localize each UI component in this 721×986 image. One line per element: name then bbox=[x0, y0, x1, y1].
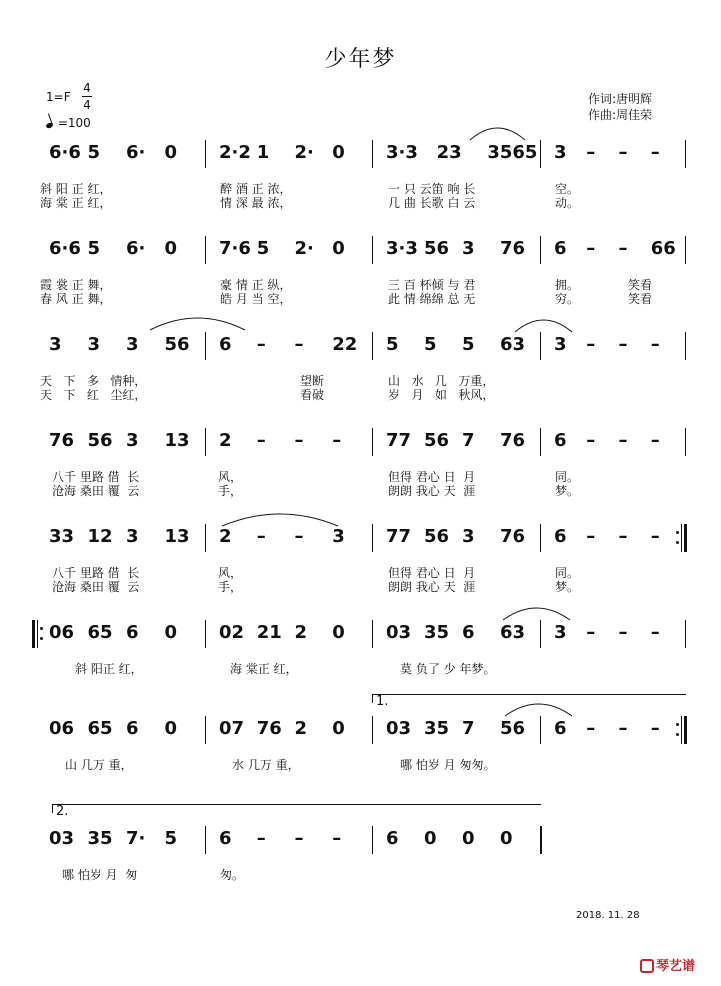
note: 5 bbox=[424, 334, 437, 355]
lyricist-credit: 作词:唐明辉 bbox=[588, 92, 653, 106]
note: 6 bbox=[554, 238, 567, 259]
note: 1 bbox=[256, 142, 270, 163]
dash-extension: – bbox=[618, 430, 628, 451]
note: 56 bbox=[87, 430, 113, 451]
lyric-verse-2: 朗朗 我心 天 涯 bbox=[388, 484, 476, 498]
lyric-verse-1: 霞 裳 正 舞， bbox=[40, 278, 112, 292]
lyric-verse-1: 但得 君心 日 月 bbox=[388, 470, 476, 484]
note: 0 bbox=[164, 238, 178, 259]
note: 2 bbox=[219, 430, 232, 451]
note: 6 bbox=[126, 622, 139, 643]
note: 0 bbox=[424, 828, 437, 849]
dash-extension: – bbox=[256, 334, 266, 355]
lyric-verse-1: 同。 bbox=[555, 566, 580, 580]
note: 0 bbox=[164, 718, 178, 739]
lyric-verse-1: 斜 阳正 红， bbox=[75, 662, 143, 676]
logo-text: 琴艺谱 bbox=[656, 959, 696, 974]
lyric-verse-1: 山 水 几 万重， bbox=[388, 374, 495, 388]
note: 7·6 bbox=[219, 238, 251, 259]
date-stamp: 2018. 11. 28 bbox=[576, 910, 640, 921]
lyric-verse-2: 春 风 正 舞， bbox=[40, 292, 112, 306]
note: 3 bbox=[554, 142, 567, 163]
note: 0 bbox=[164, 142, 178, 163]
note: 77 bbox=[386, 430, 412, 451]
note: 3 bbox=[126, 334, 139, 355]
note: 0 bbox=[164, 622, 178, 643]
note: 5 bbox=[256, 238, 270, 259]
note: 7· bbox=[126, 828, 146, 849]
note: 5 bbox=[87, 238, 101, 259]
note: 06 bbox=[49, 718, 75, 739]
note: 0 bbox=[332, 622, 345, 643]
lyric-verse-2: 沧海 桑田 覆 云 bbox=[52, 580, 140, 594]
lyric-verse-1: 斜 阳 正 红， bbox=[40, 182, 112, 196]
dash-extension: – bbox=[586, 718, 596, 739]
note: 6·6 bbox=[49, 142, 81, 163]
lyric-verse-2: 几 曲 长歌 白 云 bbox=[388, 196, 476, 210]
note: 2 bbox=[294, 718, 308, 739]
dash-extension: – bbox=[586, 334, 596, 355]
note: 13 bbox=[164, 526, 190, 547]
note: 5 bbox=[164, 828, 178, 849]
dash-extension: – bbox=[294, 828, 304, 849]
note: 0 bbox=[332, 142, 345, 163]
lyric-verse-2: 皓 月 当 空， bbox=[220, 292, 292, 306]
note: 65 bbox=[87, 718, 113, 739]
note: 66 bbox=[650, 238, 676, 259]
note: 65 bbox=[87, 622, 113, 643]
dash-extension: – bbox=[586, 430, 596, 451]
dash-extension: – bbox=[618, 334, 628, 355]
lyric-verse-2: 岁 月 如 秋风， bbox=[388, 388, 495, 402]
note: 0 bbox=[332, 238, 345, 259]
lyric-verse-1: 匆。 bbox=[220, 868, 245, 882]
note: 07 bbox=[219, 718, 245, 739]
slur bbox=[503, 608, 570, 620]
time-signature-bottom: 4 bbox=[83, 98, 91, 112]
lyric-verse-1: 醉 酒 正 浓， bbox=[220, 182, 292, 196]
lyric-verse-2: 情 深 最 浓， bbox=[220, 196, 292, 210]
note: 2· bbox=[294, 142, 314, 163]
lyric-verse-2: 海 棠 正 红， bbox=[40, 196, 112, 210]
note: 22 bbox=[332, 334, 358, 355]
lyric-verse-1: 八千 里路 借 长 bbox=[52, 470, 140, 484]
dash-extension: – bbox=[650, 622, 660, 643]
note: 6 bbox=[554, 718, 567, 739]
lyric-verse-2: 穷。 bbox=[555, 292, 580, 306]
dash-extension: – bbox=[650, 334, 660, 355]
note: 03 bbox=[386, 622, 412, 643]
dash-extension: – bbox=[650, 142, 660, 163]
note: 02 bbox=[219, 622, 245, 643]
dash-extension: – bbox=[650, 718, 660, 739]
dash-extension: – bbox=[256, 430, 266, 451]
dash-extension: – bbox=[618, 718, 628, 739]
lyric-verse-2: 此 情 绵绵 总 无 bbox=[388, 292, 476, 306]
lyric-verse-1: 风， bbox=[218, 566, 243, 580]
note: 5 bbox=[87, 142, 101, 163]
note: 56 bbox=[424, 430, 450, 451]
time-signature-top: 4 bbox=[83, 81, 91, 95]
lyric-verse-1: 哪 怕岁 月 匆匆。 bbox=[400, 758, 496, 772]
note: 6 bbox=[386, 828, 399, 849]
note: 21 bbox=[256, 622, 282, 643]
note: 76 bbox=[500, 238, 526, 259]
note: 6 bbox=[219, 828, 232, 849]
note: 3·3 bbox=[386, 238, 418, 259]
note: 06 bbox=[49, 622, 75, 643]
lyric-verse-1: 海 棠正 红， bbox=[230, 662, 298, 676]
note: 3 bbox=[462, 238, 475, 259]
lyric-verse-2: 沧海 桑田 覆 云 bbox=[52, 484, 140, 498]
lyric-verse-2: 动。 bbox=[555, 196, 580, 210]
note: 76 bbox=[256, 718, 282, 739]
lyric-verse-1: 山 几万 重， bbox=[65, 758, 133, 772]
volta-number: 1. bbox=[376, 694, 389, 709]
note: 03 bbox=[386, 718, 412, 739]
note: 3 bbox=[126, 526, 139, 547]
slur bbox=[222, 514, 338, 526]
note: 33 bbox=[49, 526, 75, 547]
slur bbox=[470, 128, 525, 140]
note: 35 bbox=[424, 718, 450, 739]
note: 76 bbox=[500, 526, 526, 547]
note: 7 bbox=[462, 718, 475, 739]
lyric-verse-1: 风， bbox=[218, 470, 243, 484]
note: 13 bbox=[164, 430, 190, 451]
volta-number: 2. bbox=[56, 804, 69, 819]
lyric-verse-1: 笑看 bbox=[628, 278, 653, 292]
note: 2· bbox=[294, 238, 314, 259]
dash-extension: – bbox=[586, 142, 596, 163]
dash-extension: – bbox=[650, 526, 660, 547]
note: 2·2 bbox=[219, 142, 251, 163]
dash-extension: – bbox=[294, 526, 304, 547]
note: 35 bbox=[424, 622, 450, 643]
composer-credit: 作曲:周佳荣 bbox=[588, 108, 653, 122]
note: 3 bbox=[554, 334, 567, 355]
note: 3 bbox=[126, 430, 139, 451]
note: 35 bbox=[87, 828, 113, 849]
dash-extension: – bbox=[256, 526, 266, 547]
slur bbox=[150, 318, 245, 330]
dash-extension: – bbox=[618, 622, 628, 643]
note: 5 bbox=[462, 334, 475, 355]
note: 56 bbox=[500, 718, 526, 739]
note: 3 bbox=[462, 526, 475, 547]
note: 6·6 bbox=[49, 238, 81, 259]
note: 2 bbox=[219, 526, 232, 547]
dash-extension: – bbox=[618, 142, 628, 163]
dash-extension: – bbox=[294, 430, 304, 451]
note: 0 bbox=[500, 828, 513, 849]
note: 3565 bbox=[487, 142, 538, 163]
lyric-verse-2: 手， bbox=[218, 580, 243, 594]
dash-extension: – bbox=[256, 828, 266, 849]
note: 6 bbox=[554, 430, 567, 451]
note: 3 bbox=[332, 526, 345, 547]
note: 76 bbox=[500, 430, 526, 451]
lyric-verse-1: 莫 负了 少 年梦。 bbox=[400, 662, 496, 676]
lyric-verse-1: 八千 里路 借 长 bbox=[52, 566, 140, 580]
lyric-verse-2: 朗朗 我心 天 涯 bbox=[388, 580, 476, 594]
lyric-verse-2: 梦。 bbox=[555, 580, 580, 594]
note: 6 bbox=[554, 526, 567, 547]
lyric-verse-1: 天 下 多 情种， bbox=[40, 374, 147, 388]
note: 6· bbox=[126, 238, 146, 259]
note: 56 bbox=[424, 526, 450, 547]
dash-extension: – bbox=[618, 238, 628, 259]
note: 76 bbox=[49, 430, 75, 451]
note: 3·3 bbox=[386, 142, 418, 163]
lyric-verse-1: 哪 怕岁 月 匆 bbox=[62, 868, 138, 882]
note: 0 bbox=[462, 828, 475, 849]
note: 3 bbox=[49, 334, 62, 355]
lyric-verse-1: 拥。 bbox=[555, 278, 580, 292]
note: 0 bbox=[332, 718, 345, 739]
note: 5 bbox=[386, 334, 399, 355]
note: 6 bbox=[462, 622, 475, 643]
note: 56 bbox=[164, 334, 190, 355]
note: 2 bbox=[294, 622, 308, 643]
note: 63 bbox=[500, 334, 526, 355]
note: 12 bbox=[87, 526, 113, 547]
slur bbox=[515, 320, 572, 332]
tempo-value: =100 bbox=[57, 116, 91, 130]
note: 63 bbox=[500, 622, 526, 643]
dash-extension: – bbox=[332, 430, 342, 451]
key-signature: 1=F bbox=[46, 90, 71, 104]
note: 6 bbox=[219, 334, 232, 355]
lyric-verse-1: 同。 bbox=[555, 470, 580, 484]
note: 77 bbox=[386, 526, 412, 547]
dash-extension: – bbox=[618, 526, 628, 547]
lyric-verse-1: 豪 情 正 纵， bbox=[220, 278, 292, 292]
note: 56 bbox=[424, 238, 450, 259]
note: 23 bbox=[436, 142, 462, 163]
lyric-verse-1: 水 几万 重， bbox=[232, 758, 300, 772]
note: 03 bbox=[49, 828, 75, 849]
lyric-verse-1: 望断 bbox=[300, 374, 325, 388]
dash-extension: – bbox=[586, 238, 596, 259]
lyric-verse-2: 天 下 红 尘红， bbox=[40, 388, 147, 402]
lyric-verse-1: 一 只 云笛 响 长 bbox=[388, 182, 476, 196]
note: 6· bbox=[126, 142, 146, 163]
dash-extension: – bbox=[586, 622, 596, 643]
lyric-verse-1: 三 百 杯倾 与 君 bbox=[388, 278, 476, 292]
slur bbox=[505, 704, 572, 716]
lyric-verse-2: 笑看 bbox=[628, 292, 653, 306]
note: 3 bbox=[554, 622, 567, 643]
note: 7 bbox=[462, 430, 475, 451]
song-title: 少年梦 bbox=[324, 47, 397, 72]
lyric-verse-2: 梦。 bbox=[555, 484, 580, 498]
lyric-verse-1: 空。 bbox=[555, 182, 580, 196]
dash-extension: – bbox=[586, 526, 596, 547]
note: 3 bbox=[87, 334, 101, 355]
note: 6 bbox=[126, 718, 139, 739]
dash-extension: – bbox=[650, 430, 660, 451]
dash-extension: – bbox=[332, 828, 342, 849]
dash-extension: – bbox=[294, 334, 304, 355]
lyric-verse-1: 但得 君心 日 月 bbox=[388, 566, 476, 580]
lyric-verse-2: 手， bbox=[218, 484, 243, 498]
lyric-verse-2: 看破 bbox=[300, 388, 325, 402]
